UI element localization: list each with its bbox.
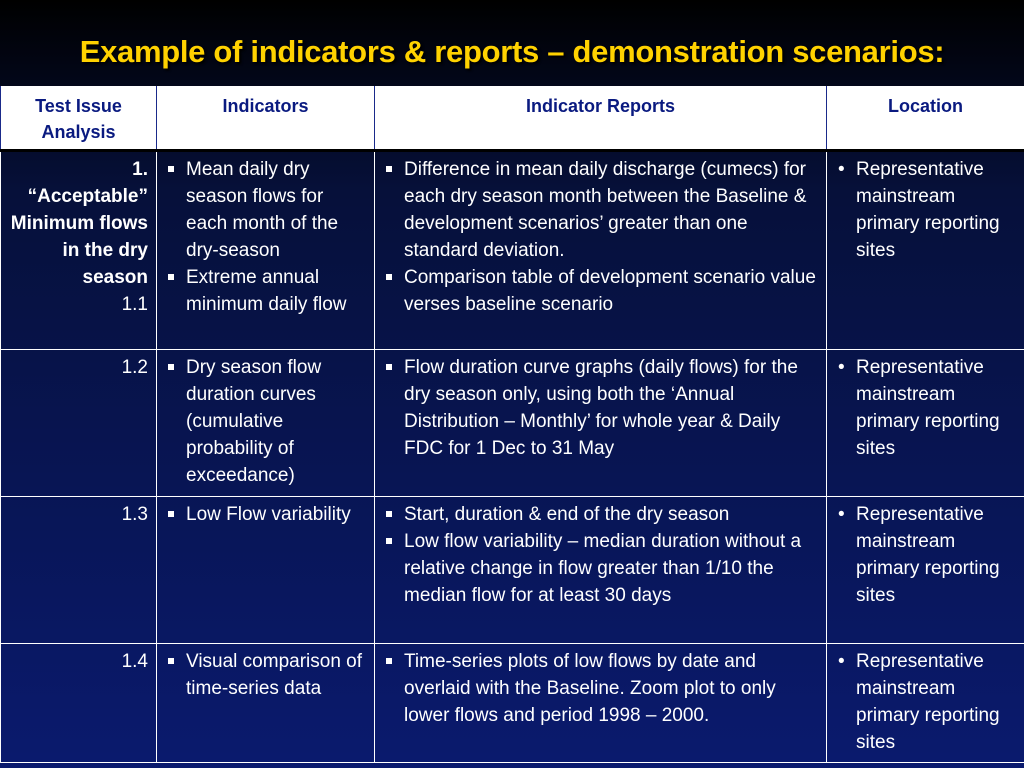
indicator-item: Dry season flow duration curves (cumulative probability of exceedance) [165, 354, 366, 489]
indicators-cell [157, 644, 375, 763]
test-issue-cell [1, 350, 157, 497]
indicator-item: Extreme annual minimum daily flow [165, 264, 366, 318]
issue-number: 1.2 [121, 357, 148, 378]
issue-title: 1. “Acceptable” Minimum flows in the dry season [10, 159, 148, 288]
indicators-cell [157, 350, 375, 497]
report-item: Difference in mean daily discharge (cumecs) for each dry season month between the Baseline & development scenarios’ greater than one standard deviation. [383, 156, 818, 264]
location-cell [827, 497, 1024, 644]
header-location: Location [827, 86, 1024, 151]
table-row [1, 151, 1024, 350]
indicators-table [0, 86, 1024, 763]
test-issue-cell [1, 497, 157, 644]
reports-cell [375, 644, 827, 763]
header-indicator-reports: Indicator Reports [375, 86, 827, 151]
location-cell [827, 151, 1024, 350]
issue-number: 1.3 [121, 504, 148, 525]
indicator-item: Visual comparison of time-series data [165, 648, 366, 702]
table-row [1, 350, 1024, 497]
report-item: Flow duration curve graphs (daily flows) for the dry season only, using both the ‘Annual Distribution – Monthly’ for whole year & Daily FDC for 1 Dec to 31 May [383, 354, 818, 462]
indicator-item: Low Flow variability [165, 501, 366, 528]
issue-number: 1.1 [121, 294, 148, 315]
header-test-issue: Test Issue Analysis [1, 86, 157, 151]
location-item: • Representative mainstream primary reporting sites [835, 501, 1016, 609]
reports-cell [375, 497, 827, 644]
header-indicators: Indicators [157, 86, 375, 151]
location-item: • Representative mainstream primary reporting sites [835, 156, 1016, 264]
slide-title: Example of indicators & reports – demonstration scenarios: [79, 34, 945, 69]
report-item: Start, duration & end of the dry season [383, 501, 818, 528]
table-row [1, 497, 1024, 644]
test-issue-cell [1, 151, 157, 350]
reports-cell [375, 151, 827, 350]
table-header-row [1, 86, 1024, 151]
test-issue-cell [1, 644, 157, 763]
report-item: Time-series plots of low flows by date and overlaid with the Baseline. Zoom plot to only lower flows and period 1998 – 2000. [383, 648, 818, 729]
report-item: Low flow variability – median duration without a relative change in flow greater than 1/10 the median flow for at least 30 days [383, 528, 818, 609]
location-item: • Representative mainstream primary reporting sites [835, 648, 1016, 756]
issue-number: 1.4 [121, 651, 148, 672]
location-cell [827, 644, 1024, 763]
indicators-cell [157, 497, 375, 644]
table-row [1, 644, 1024, 763]
reports-cell [375, 350, 827, 497]
indicators-cell [157, 151, 375, 350]
location-cell [827, 350, 1024, 497]
location-item: • Representative mainstream primary reporting sites [835, 354, 1016, 462]
report-item: Comparison table of development scenario value verses baseline scenario [383, 264, 818, 318]
indicator-item: Mean daily dry season flows for each month of the dry-season [165, 156, 366, 264]
